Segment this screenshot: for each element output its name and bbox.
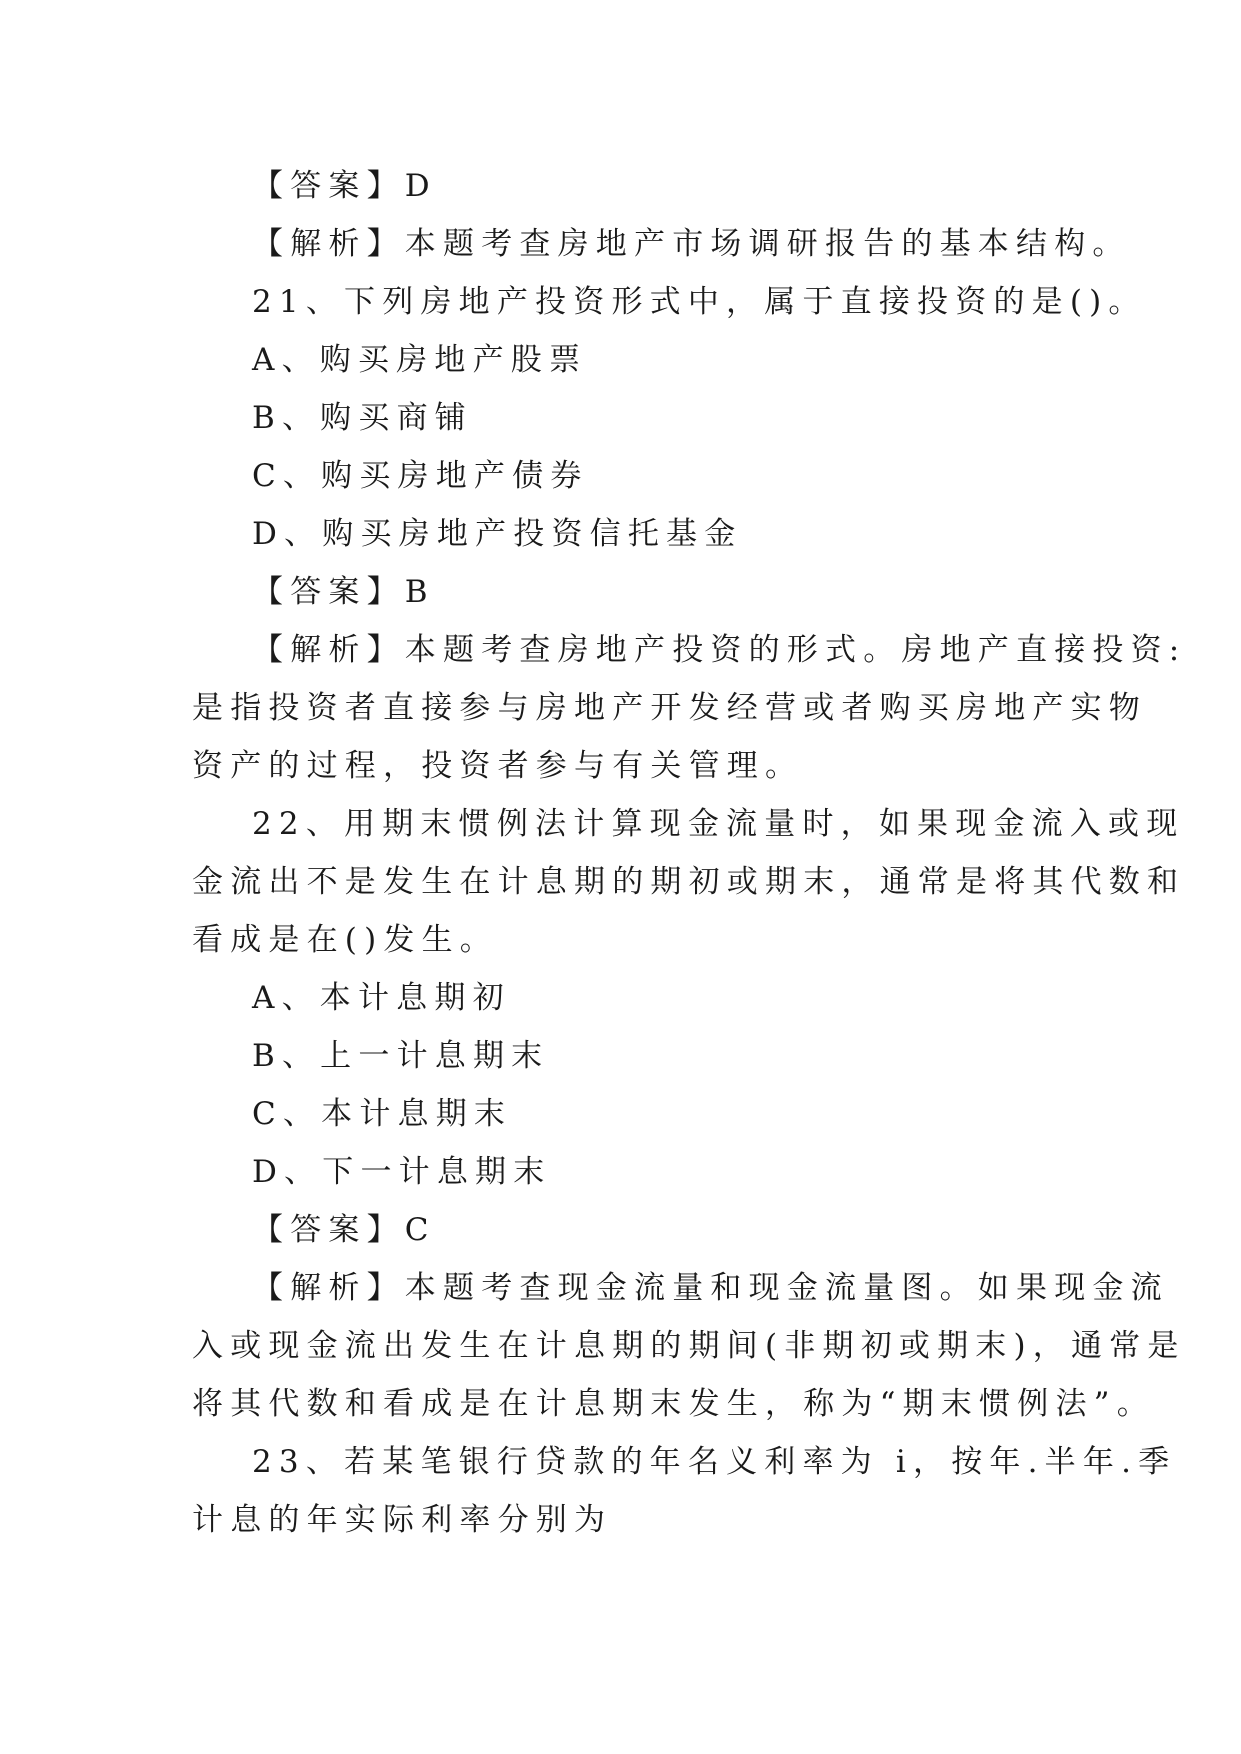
analysis-line: 将其代数和看成是在计息期末发生，称为“期末惯例法”。 xyxy=(192,1386,1155,1422)
answer-line: 【答案】B xyxy=(252,574,435,610)
analysis-line: 【解析】本题考查房地产投资的形式。房地产直接投资: xyxy=(252,632,1187,668)
question-22: 22、用期末惯例法计算现金流量时，如果现金流入或现 xyxy=(252,806,1185,842)
question-22-cont: 看成是在()发生。 xyxy=(192,922,498,958)
option-a: A、本计息期初 xyxy=(252,980,511,1016)
question-23: 23、若某笔银行贷款的年名义利率为 i，按年.半年.季 xyxy=(252,1444,1177,1480)
option-d: D、购买房地产投资信托基金 xyxy=(252,516,743,552)
answer-line: 【答案】D xyxy=(252,168,437,204)
option-a: A、购买房地产股票 xyxy=(252,342,588,378)
option-b: B、上一计息期末 xyxy=(252,1038,550,1074)
analysis-line: 资产的过程，投资者参与有关管理。 xyxy=(192,748,804,784)
option-d: D、下一计息期末 xyxy=(252,1154,552,1190)
analysis-line: 是指投资者直接参与房地产开发经营或者购买房地产实物 xyxy=(192,690,1147,726)
analysis-line: 【解析】本题考查房地产市场调研报告的基本结构。 xyxy=(252,226,1131,262)
question-23-cont: 计息的年实际利率分别为 xyxy=(192,1502,613,1538)
analysis-line: 【解析】本题考查现金流量和现金流量图。如果现金流 xyxy=(252,1270,1169,1306)
question-22-cont: 金流出不是发生在计息期的期初或期末，通常是将其代数和 xyxy=(192,864,1186,900)
option-c: C、购买房地产债券 xyxy=(252,458,589,494)
option-c: C、本计息期末 xyxy=(252,1096,513,1132)
analysis-line: 入或现金流出发生在计息期的期间(非期初或期末)，通常是 xyxy=(192,1328,1186,1364)
question-21: 21、下列房地产投资形式中，属于直接投资的是()。 xyxy=(252,284,1147,320)
answer-line: 【答案】C xyxy=(252,1212,436,1248)
option-b: B、购买商铺 xyxy=(252,400,473,436)
